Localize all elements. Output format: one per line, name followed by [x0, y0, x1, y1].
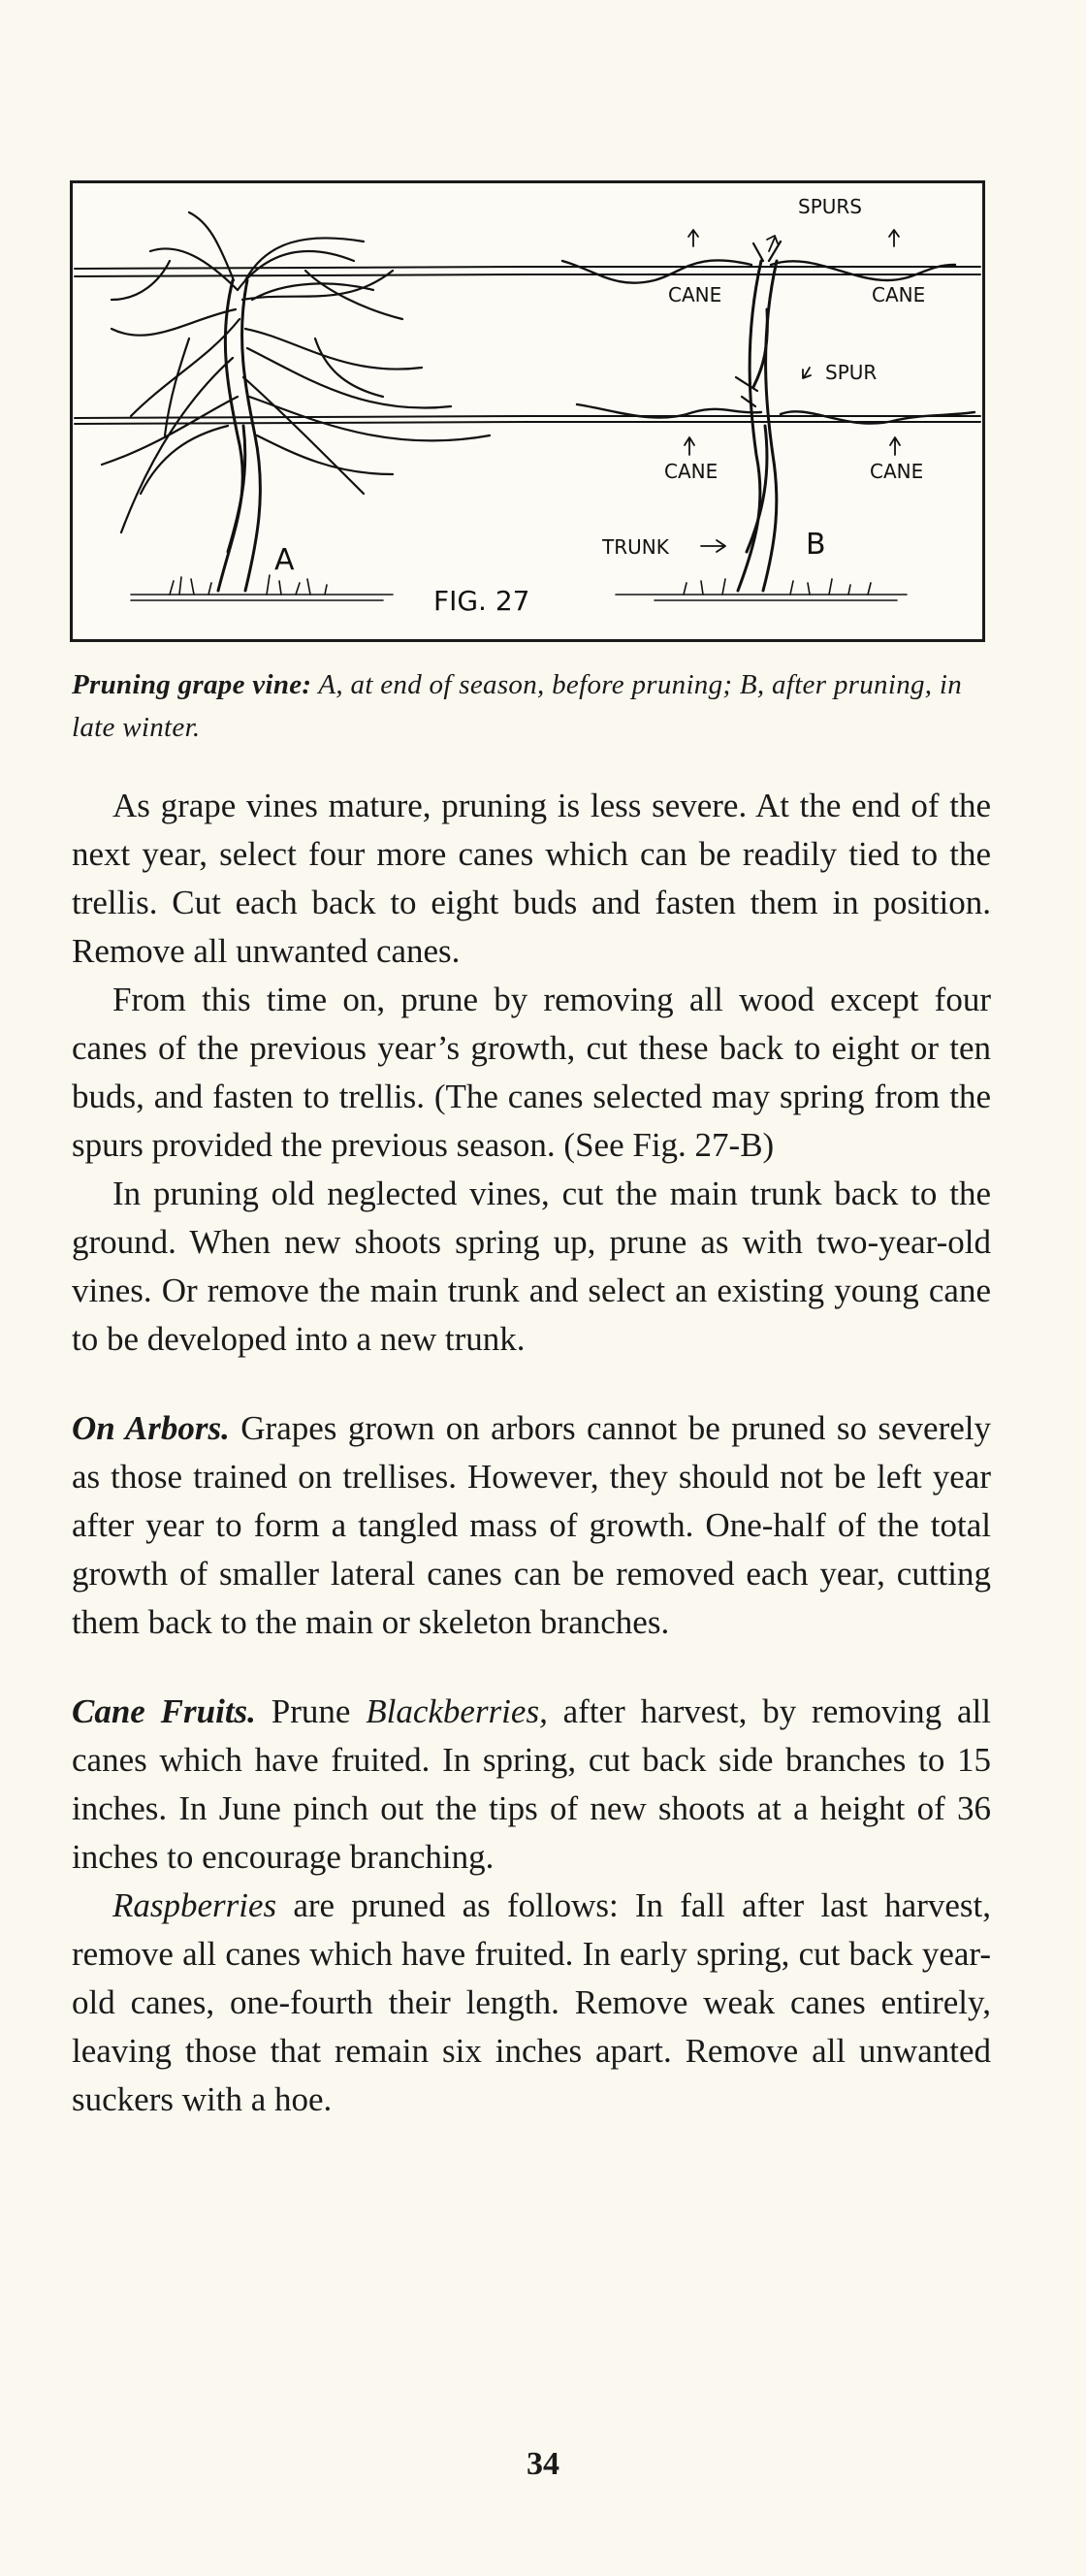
blackberries-text: after harvest, by removing all canes which have fruited. In spring, cut back side branches to 15 inches. In June pinch out the tips of new shoots at a height of 36 inches to encourage branching. [72, 1692, 991, 1876]
figure-caption [72, 663, 993, 749]
figure-27 [70, 180, 985, 642]
paragraph-mature-vines: As grape vines mature, pruning is less severe. At the end of the next year, select four more canes which can be readily tied to the trellis. Cut each back to eight buds and fasten them in position. Remove all unwanted canes. [72, 787, 991, 970]
label-vine-a: A [274, 543, 295, 577]
label-trunk: TRUNK [602, 535, 669, 559]
label-cane-lower-left: CANE [664, 460, 719, 483]
caption-lead: Pruning grape vine: [72, 669, 312, 700]
paragraph-old-vines: In pruning old neglected vines, cut the main trunk back to the ground. When new shoots spring up, prune as with two-year-old vines. Or remove the main trunk and select an existing young cane to be developed into a new trunk. [72, 1175, 991, 1358]
paragraph-raspberries [72, 1882, 991, 2124]
grape-vine-illustration [73, 183, 982, 639]
label-cane-upper-left: CANE [668, 283, 722, 306]
label-spur: SPUR [825, 361, 878, 384]
caption-text: A, at end of season, before pruning; B, after pruning, in late winter. [72, 669, 963, 743]
paragraph-four-canes: From this time on, prune by removing all wood except four canes of the previous year’s growth, cut these back to eight or ten buds, and fasten to trellis. (The canes selected may spring from the spurs provided the previous season. (See Fig. 27-B) [72, 981, 991, 1164]
section-cane-fruits [72, 1688, 991, 1882]
section-arbors [72, 1404, 991, 1647]
raspberries-term: Raspberries [112, 1886, 277, 1924]
vine-a-branches [102, 212, 490, 532]
label-cane-upper-right: CANE [872, 283, 926, 306]
figure-number: FIG. 27 [433, 585, 530, 617]
heading-arbors: On Arbors. [72, 1409, 230, 1447]
vine-b-trunk [738, 261, 777, 591]
body-text [72, 782, 991, 2124]
vine-b-ground [616, 579, 907, 600]
label-cane-lower-right: CANE [870, 460, 924, 483]
raspberries-text: are pruned as follows: In fall after last harvest, remove all canes which have fruited. In early spring, cut back year-old canes, one-fourth their length. Remove weak canes entirely, leaving those that remain six inches apart. Remove all unwanted suckers with a hoe. [72, 1886, 991, 2118]
page-number: 34 [527, 2446, 559, 2482]
label-spurs: SPURS [798, 195, 862, 218]
blackberries-term: Blackberries, [366, 1692, 548, 1730]
arbors-text: Grapes grown on arbors cannot be pruned so severely as those trained on trellises. However, they should not be left year after year to form a tangled mass of growth. One-half of the total growth of smaller lateral canes can be removed each year, cutting them back to the main or skeleton branches. [72, 1409, 991, 1641]
vine-a-trunk [218, 280, 260, 591]
cane-fruits-intro: Prune [255, 1692, 367, 1730]
vine-a-ground [131, 575, 393, 600]
label-vine-b: B [806, 528, 826, 562]
heading-cane-fruits: Cane Fruits. [72, 1692, 256, 1730]
